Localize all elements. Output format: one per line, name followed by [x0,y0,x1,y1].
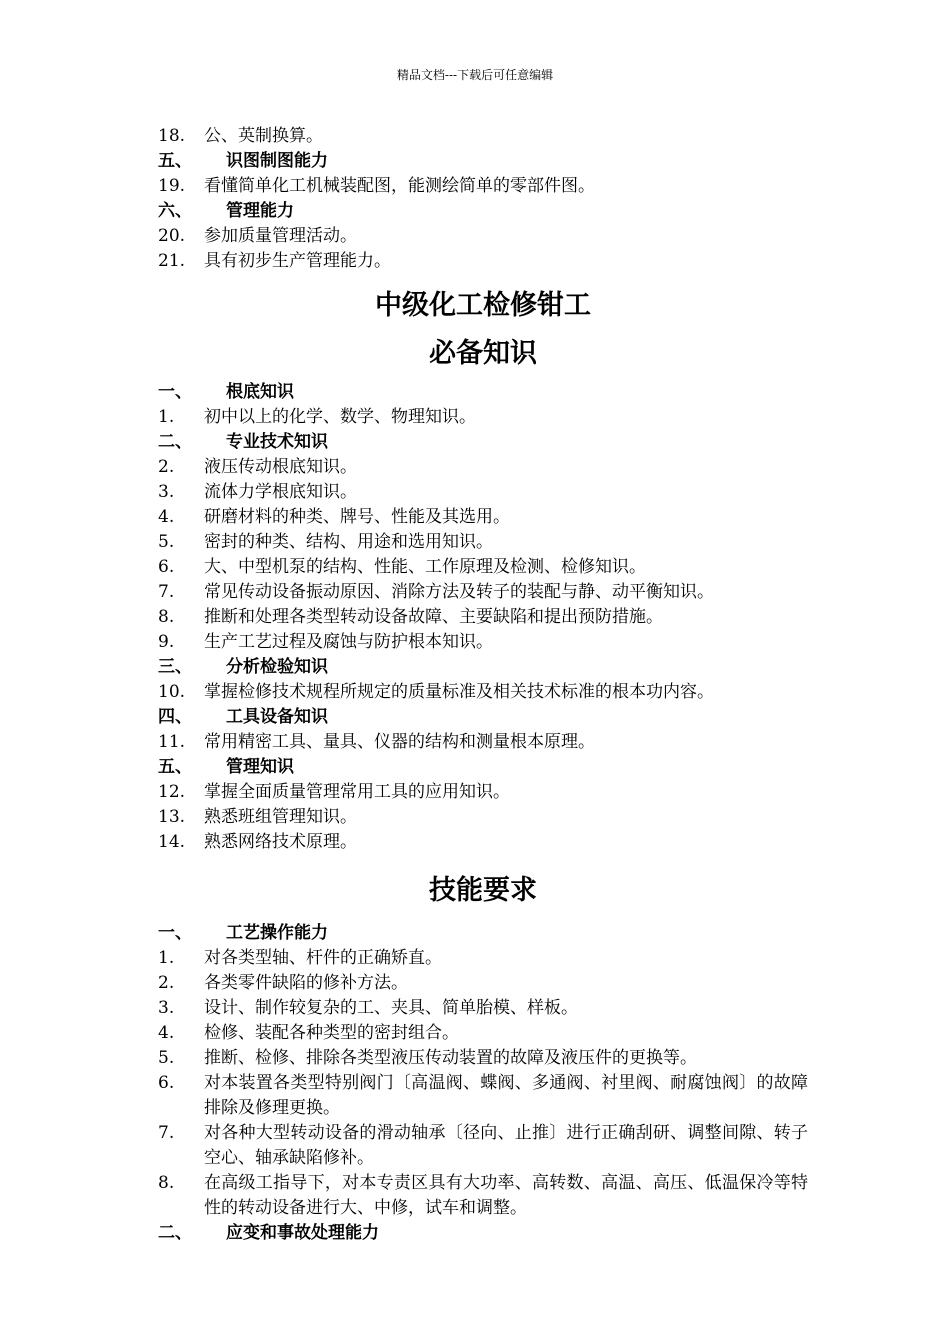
item-text: 工具设备知识 [226,707,328,727]
item-number: 3. [158,482,175,502]
list-item [158,971,808,996]
item-number: 10. [158,682,186,702]
list-item [158,249,808,274]
item-number: 三、 [158,657,192,677]
item-text: 流体力学根底知识。 [204,482,357,502]
section-heading [158,199,808,224]
item-text: 根底知识 [226,382,294,402]
item-number: 1. [158,948,175,968]
item-text: 初中以上的化学、数学、物理知识。 [204,407,476,427]
document-body [158,124,808,1246]
list-item [158,830,808,855]
item-number: 5. [158,532,175,552]
list-item [158,530,808,555]
list-item [158,1046,808,1071]
item-number: 一、 [158,923,192,943]
list-item [158,1121,808,1171]
knowledge-list [158,380,808,855]
section-block-1 [158,124,808,274]
item-text: 熟悉网络技术原理。 [204,832,357,852]
section-heading [158,380,808,405]
skills-heading: 技能要求 [429,875,537,906]
item-number: 8. [158,1173,175,1193]
item-number: 五、 [158,151,192,171]
item-text: 对各类型轴、杆件的正确矫直。 [204,948,442,968]
knowledge-heading: 必备知识 [429,338,537,369]
list-item [158,455,808,480]
item-number: 20. [158,226,186,246]
item-number: 6. [158,557,175,577]
item-number: 7. [158,582,175,602]
list-item [158,480,808,505]
item-number: 9. [158,632,175,652]
item-number: 13. [158,807,186,827]
item-number: 4. [158,1023,175,1043]
item-number: 14. [158,832,186,852]
skills-list [158,921,808,1246]
item-text: 对本装置各类型特别阀门〔高温阀、蝶阀、多通阀、衬里阀、耐腐蚀阀〕的故障排除及修理更换。 [204,1073,808,1118]
item-text: 应变和事故处理能力 [226,1223,379,1243]
item-number: 二、 [158,432,192,452]
item-number: 19. [158,176,186,196]
item-text: 常见传动设备振动原因、消除方法及转子的装配与静、动平衡知识。 [204,582,714,602]
list-item [158,780,808,805]
item-text: 密封的种类、结构、用途和选用知识。 [204,532,493,552]
page-header: 精品文档---下载后可任意编辑 [396,68,554,82]
item-number: 五、 [158,757,192,777]
list-item [158,405,808,430]
item-number: 四、 [158,707,192,727]
item-number: 12. [158,782,186,802]
list-item [158,224,808,249]
item-number: 二、 [158,1223,192,1243]
list-item [158,555,808,580]
list-item [158,605,808,630]
list-item [158,124,808,149]
document-title: 中级化工检修钳工 [375,290,591,321]
item-text: 专业技术知识 [226,432,328,452]
item-text: 工艺操作能力 [226,923,328,943]
list-item [158,730,808,755]
item-text: 检修、装配各种类型的密封组合。 [204,1023,459,1043]
section-heading [158,655,808,680]
item-number: 21. [158,251,186,271]
item-text: 参加质量管理活动。 [204,226,357,246]
list-item [158,630,808,655]
item-text: 具有初步生产管理能力。 [204,251,391,271]
item-number: 6. [158,1073,175,1093]
item-number: 一、 [158,382,192,402]
item-text: 掌握检修技术规程所规定的质量标准及相关技术标准的根本功内容。 [204,682,714,702]
item-text: 各类零件缺陷的修补方法。 [204,973,408,993]
item-text: 大、中型机泵的结构、性能、工作原理及检测、检修知识。 [204,557,646,577]
item-text: 识图制图能力 [226,151,328,171]
list-item [158,1021,808,1046]
list-item [158,1071,808,1121]
section-heading [158,921,808,946]
item-number: 11. [158,732,186,752]
item-text: 分析检验知识 [226,657,328,677]
item-text: 熟悉班组管理知识。 [204,807,357,827]
item-number: 18. [158,126,186,146]
item-number: 5. [158,1048,175,1068]
list-item [158,805,808,830]
item-text: 常用精密工具、量具、仪器的结构和测量根本原理。 [204,732,595,752]
item-number: 4. [158,507,175,527]
item-text: 对各种大型转动设备的滑动轴承〔径向、止推〕进行正确刮研、调整间隙、转子空心、轴承缺陷修补。 [204,1123,808,1168]
item-text: 管理能力 [226,201,294,221]
section-heading [158,755,808,780]
item-number: 8. [158,607,175,627]
list-item [158,1171,808,1221]
item-text: 设计、制作较复杂的工、夹具、简单胎模、样板。 [204,998,578,1018]
item-text: 在高级工指导下，对本专责区具有大功率、高转数、高温、高压、低温保冷等特性的转动设备进行大、中修，试车和调整。 [204,1173,808,1218]
list-item [158,946,808,971]
list-item [158,996,808,1021]
item-text: 公、英制换算。 [204,126,323,146]
list-item [158,174,808,199]
section-heading [158,149,808,174]
item-number: 2. [158,457,175,477]
section-heading [158,1221,808,1246]
item-text: 掌握全面质量管理常用工具的应用知识。 [204,782,510,802]
item-text: 研磨材料的种类、牌号、性能及其选用。 [204,507,510,527]
item-number: 7. [158,1123,175,1143]
item-number: 3. [158,998,175,1018]
item-text: 液压传动根底知识。 [204,457,357,477]
item-text: 看懂简单化工机械装配图，能测绘简单的零部件图。 [204,176,595,196]
item-number: 1. [158,407,175,427]
section-heading [158,430,808,455]
list-item [158,505,808,530]
item-text: 生产工艺过程及腐蚀与防护根本知识。 [204,632,493,652]
list-item [158,680,808,705]
section-heading [158,705,808,730]
item-number: 2. [158,973,175,993]
item-number: 六、 [158,201,192,221]
item-text: 管理知识 [226,757,294,777]
list-item [158,580,808,605]
item-text: 推断、检修、排除各类型液压传动装置的故障及液压件的更换等。 [204,1048,697,1068]
item-text: 推断和处理各类型转动设备故障、主要缺陷和提出预防措施。 [204,607,663,627]
